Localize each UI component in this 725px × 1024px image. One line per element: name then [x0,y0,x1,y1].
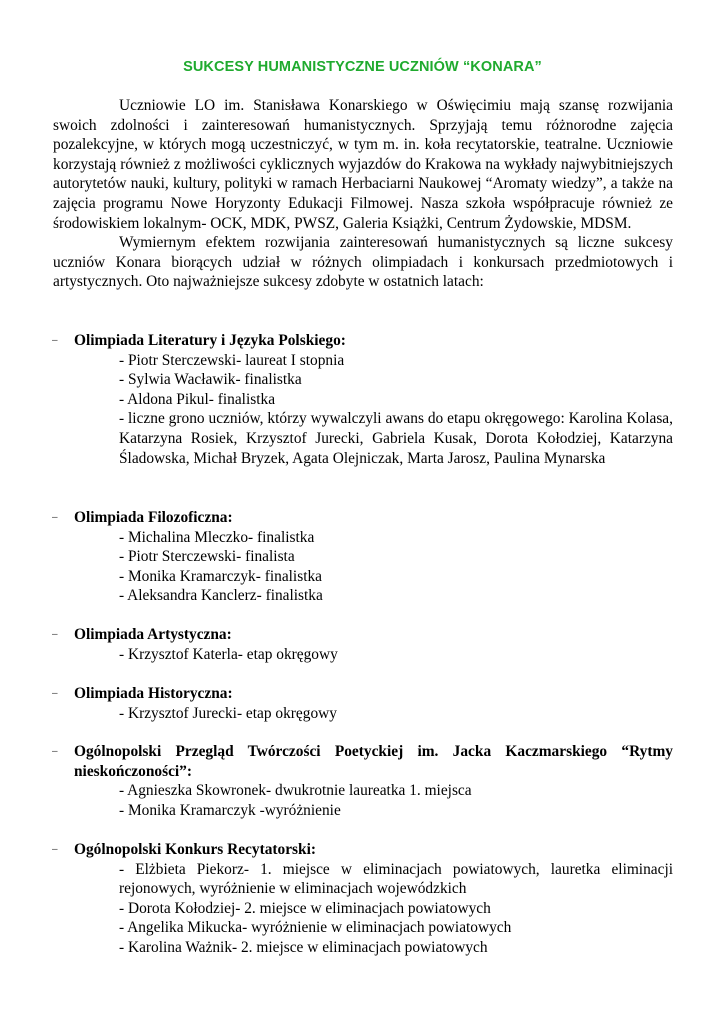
section-items [119,351,673,469]
section-przeglad-tworczosci-poetyckiej [0,742,725,820]
section-items [119,645,673,665]
section-olimpiada-artystyczna [0,625,725,664]
list-item: - Angelika Mikucka- wyróżnienie w eliminacjach powiatowych [119,919,512,937]
list-item: - Krzysztof Jurecki- etap okręgowy [119,704,337,722]
section-title: Olimpiada Artystyczna: [74,626,232,643]
dash-bullet: – [52,512,58,523]
list-item: - Krzysztof Katerla- etap okręgowy [119,645,338,663]
section-title: Olimpiada Historyczna: [74,685,233,702]
section-items [119,781,673,820]
section-items [119,860,673,958]
section-konkurs-recytatorski [0,840,725,958]
section-olimpiada-historyczna [0,684,725,723]
dash-bullet: – [52,844,58,855]
section-olimpiada-literatury [0,331,725,468]
list-item: - Piotr Sterczewski- laureat I stopnia [119,351,345,369]
list-item: - Sylwia Wacławik- finalistka [119,371,302,389]
section-title: Olimpiada Filozoficzna: [74,509,233,526]
section-title: Olimpiada Literatury i Języka Polskiego: [74,332,346,349]
dash-bullet: – [52,335,58,346]
section-title: Ogólnopolski Konkurs Recytatorski: [74,841,317,858]
list-item: - Michalina Mleczko- finalistka [119,528,315,546]
list-item: - Aldona Pikul- finalistka [119,390,276,408]
dash-bullet: – [52,688,58,699]
list-item: - Monika Kramarczyk -wyróżnienie [119,801,341,819]
document-title: SUKCESY HUMANISTYCZNE UCZNIÓW “KONARA” [183,59,542,75]
section-olimpiada-filozoficzna [0,508,725,606]
list-item: - Dorota Kołodziej- 2. miejsce w eliminacjach powiatowych [119,899,491,917]
list-item: - Karolina Ważnik- 2. miejsce w eliminacjach powiatowych [119,938,488,956]
list-item: - Piotr Sterczewski- finalista [119,548,295,566]
list-item: - liczne grono uczniów, którzy wywalczyli awans do etapu okręgowego: Karolina Kolasa, Katarzyna Rosiek, Krzysztof Jurecki, Gabriela Kusak, Dorota Kołodziej, Katarzyna Śladowska, Michał Bryzek, Agata Olejniczak, Marta Jarosz, Paulina Mynarska [119,410,673,467]
section-items [119,528,673,606]
list-item: - Elżbieta Piekorz- 1. miejsce w eliminacjach powiatowych, lauretka eliminacji rejonowych, wyróżnienie w eliminacjach wojewódzkich [119,860,673,898]
section-items [119,704,673,724]
list-item: - Aleksandra Kanclerz- finalistka [119,587,323,605]
intro-paragraph-2: Wymiernym efektem rozwijania zainteresowań humanistycznych są liczne sukcesy uczniów Konara biorących udział w różnych olimpiadach i konkursach przedmiotowych i artystycznych. Oto najważniejsze sukcesy zdobyte w ostatnich latach: [53,234,673,291]
dash-bullet: – [52,629,58,640]
intro-paragraph-1: Uczniowie LO im. Stanisława Konarskiego w Oświęcimiu mają szansę rozwijania swoich zdolności i zainteresowań humanistycznych. Sprzyjają temu różnorodne zajęcia pozalekcyjne, w których mogą uczestniczyć, w tym m. in. koła recytatorskie, teatralne. Uczniowie korzystają również z możliwości cyklicznych wyjazdów do Krakowa na wykłady najwybitniejszych autorytetów nauki, kultury, polityki w ramach Herbaciarni Naukowej “Aromaty wiedzy”, a także na zajęcia programu Nowe Horyzonty Edukacji Filmowej. Nasza szkoła współpracuje również ze środowiskiem lokalnym- OCK, MDK, PWSZ, Galeria Książki, Centrum Żydowskie, MDSM. [53,97,673,232]
intro [53,96,673,292]
list-item: - Monika Kramarczyk- finalistka [119,567,322,585]
list-item: - Agnieszka Skowronek- dwukrotnie laureatka 1. miejsca [119,782,472,800]
dash-bullet: – [52,746,58,757]
section-title: Ogólnopolski Przegląd Twórczości Poetyckiej im. Jacka Kaczmarskiego “Rytmy nieskończoności”: [74,743,673,780]
